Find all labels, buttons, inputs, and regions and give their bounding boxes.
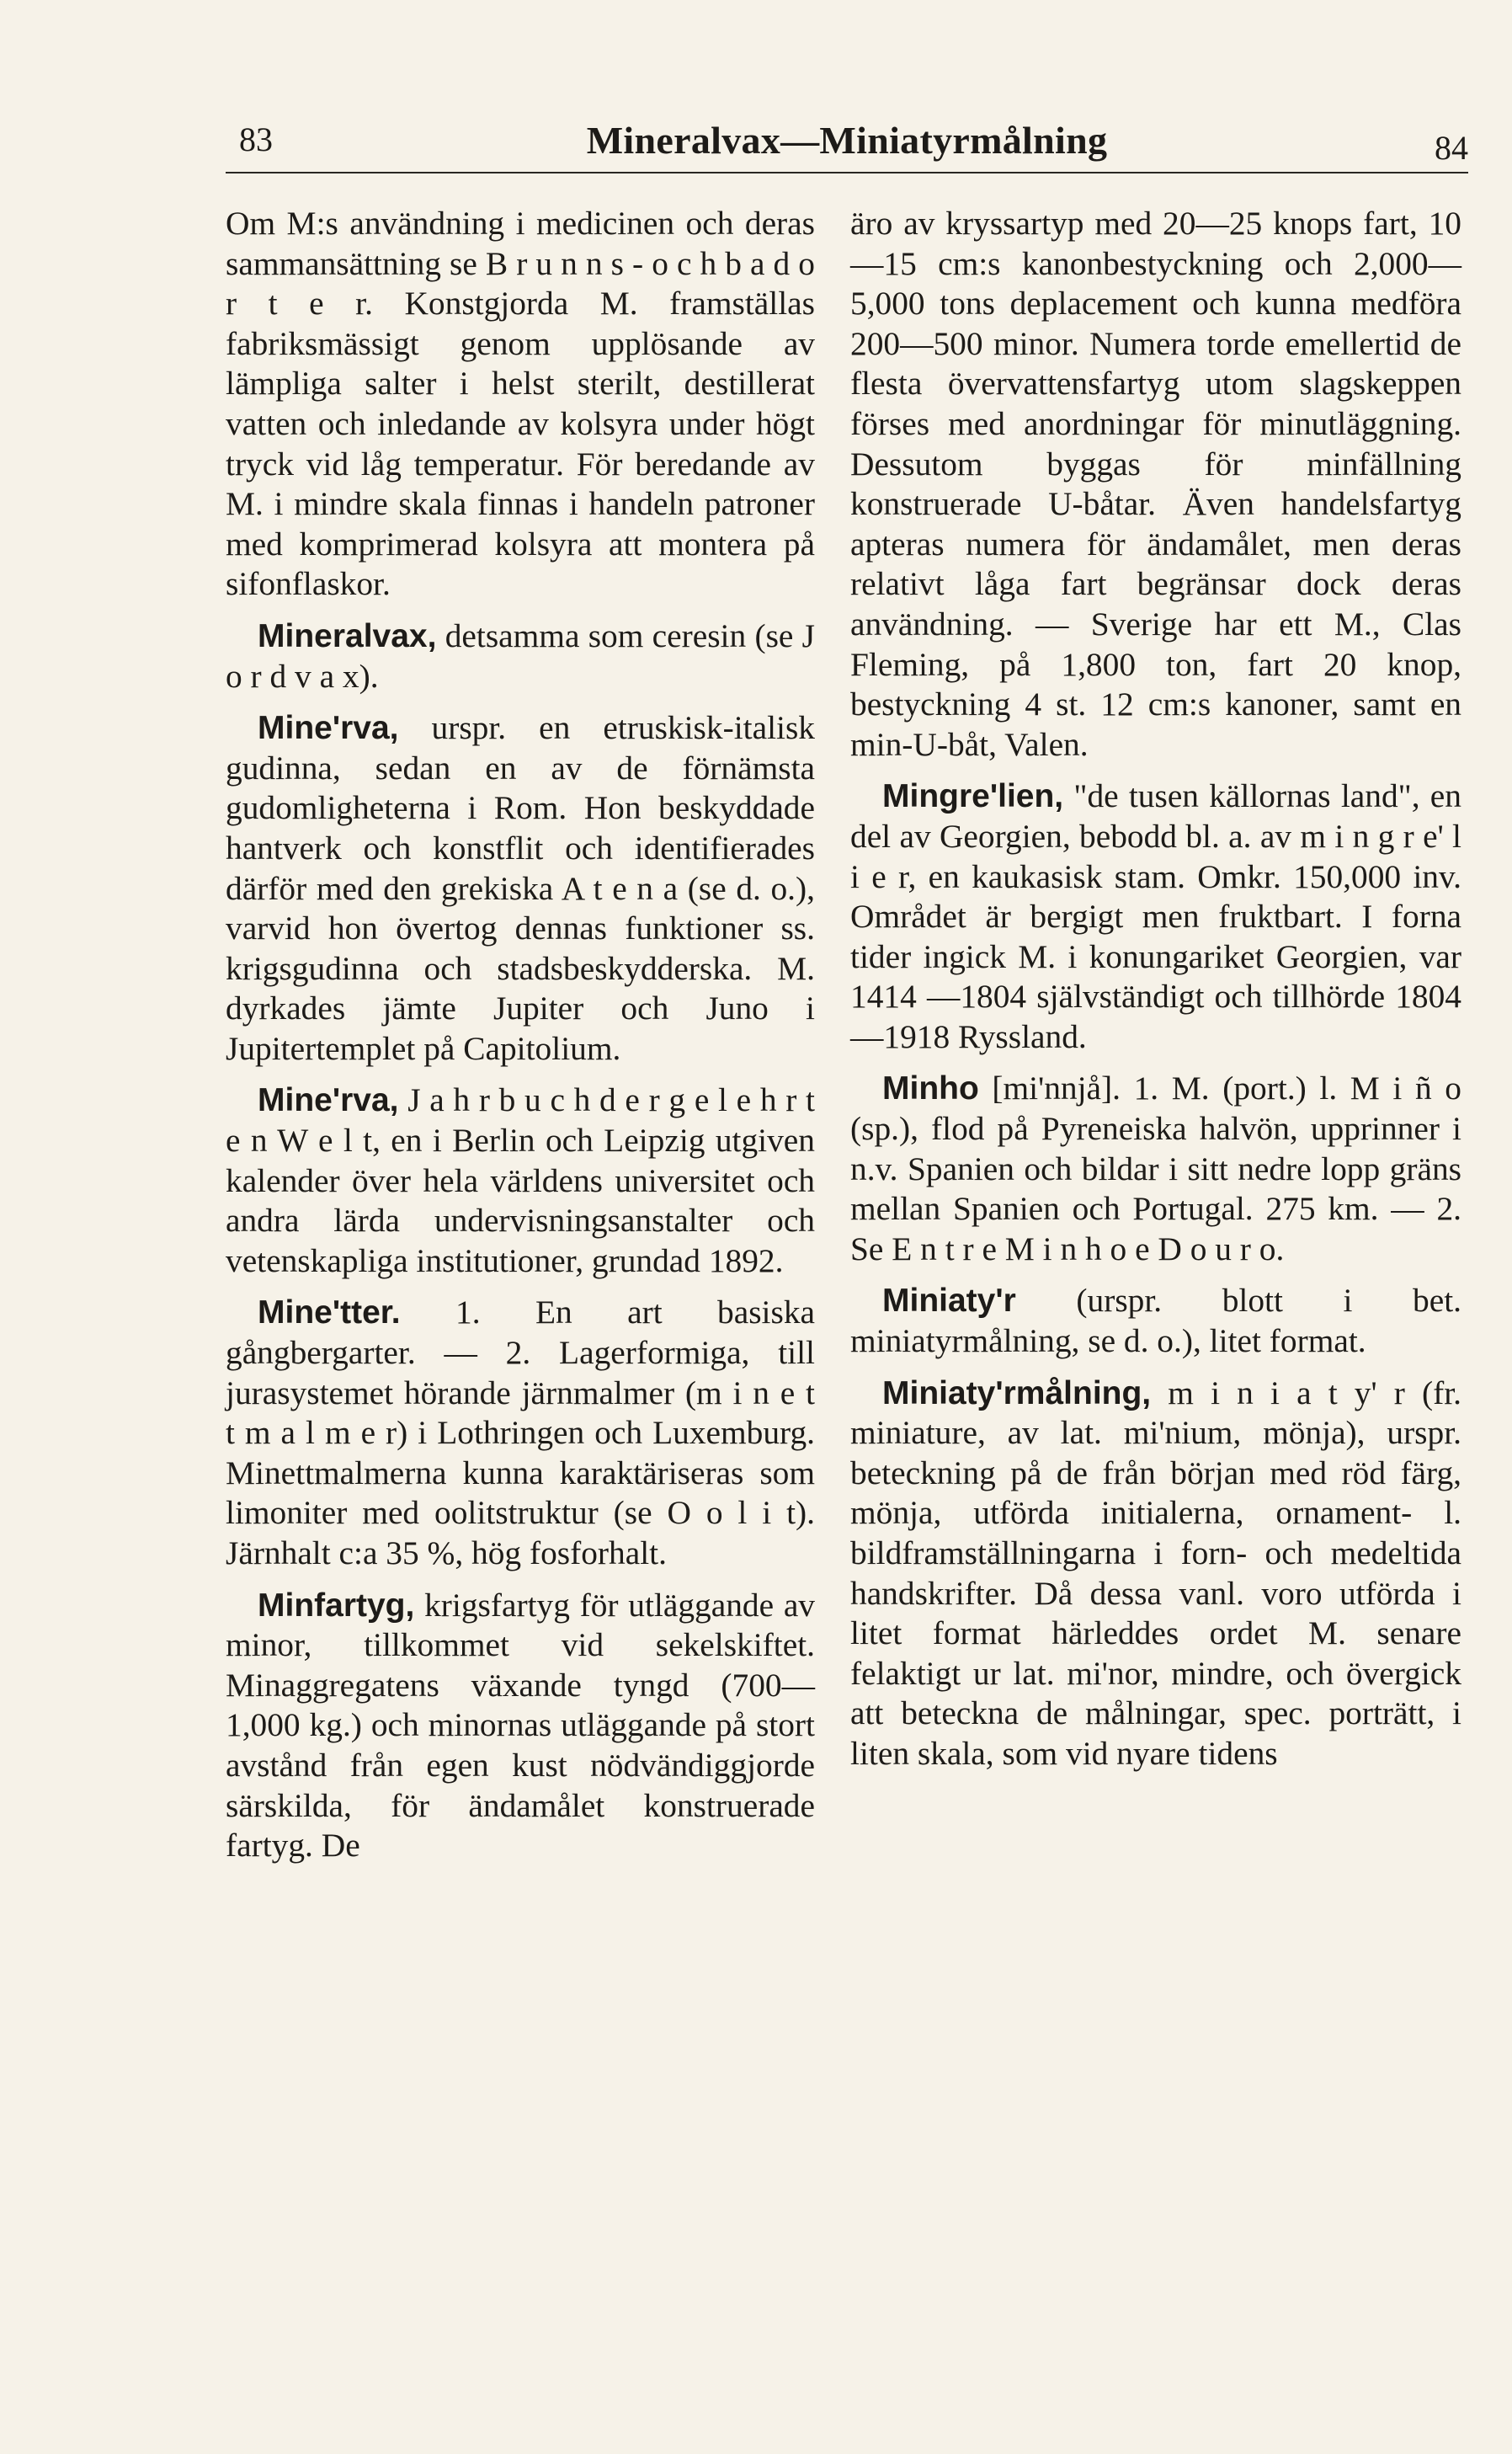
continued-text — [850, 204, 1461, 765]
entry-headword: Mingre'lien, — [882, 778, 1064, 815]
entry-body: Om M:s användning i medicinen och deras sammansättning se B r u n n s - o c h b a d o r t e r. Konstgjorda M. framställas fabriksmässigt genom upplösande av lämpliga salter i helst sterilt, destillerat vatten och inledande av kolsyra under högt tryck vid låg temperatur. För beredande av M. i mindre skala finnas i handeln patroner med komprimerad kolsyra att montera på sifonflaskor. — [226, 205, 815, 603]
entry-headword: Minho — [882, 1070, 979, 1107]
entry-body: detsamma som ceresin (se J o r d v a x). — [226, 616, 815, 695]
entry-body: J a h r b u c h d e r g e l e h r t e n W e l t, en i Berlin och Leipzig utgiven kalender över hela världens universitet och andra lärda undervisningsanstalter och vetenskapliga institutioner, grundad 1892. — [226, 1081, 815, 1279]
dictionary-entry — [226, 1293, 815, 1573]
entry-headword: Mineralvax, — [258, 617, 437, 654]
dictionary-entry — [850, 1374, 1461, 1774]
entry-headword: Miniaty'rmålning, — [882, 1374, 1152, 1411]
running-header — [226, 106, 1468, 173]
entry-body: äro av kryssartyp med 20—25 knops fart, 10—15 cm:s kanonbestyckning och 2,000—5,000 tons deplacement och kunna medföra 200—500 minor. Numera torde emellertid de flesta övervattensfartyg utom slagskeppen förses med anordningar för minutläggning. Dessutom byggas för minfällning konstruerade U-båtar. Även handelsfartyg apteras numera för ändamålet, men deras relativt låga fart begränsar dock deras användning. — Sverige har ett M., Clas Fleming, på 1,800 ton, fart 20 knop, bestyckning 4 st. 12 cm:s kanoner, samt en min-U-båt, Valen. — [850, 205, 1461, 763]
page-number-left: 83 — [239, 120, 273, 158]
dictionary-entry — [850, 1281, 1461, 1361]
left-column — [226, 204, 815, 1878]
header-rule — [226, 172, 1468, 173]
entry-body: krigsfartyg för utläggande av minor, tillkommet vid sekelskiftet. Minaggregatens växande tyngd (700—1,000 kg.) och minornas utläggande på stort avstånd från egen kust nödvändiggjorde särskilda, för ändamålet konstruerade fartyg. De — [226, 1586, 815, 1865]
page-number-right: 84 — [1435, 129, 1468, 167]
entry-headword: Mine'rva, — [258, 1082, 399, 1119]
dictionary-entry — [226, 1586, 815, 1866]
entry-headword: Mine'rva, — [258, 710, 399, 747]
dictionary-entry — [226, 1080, 815, 1281]
dictionary-entry — [226, 616, 815, 696]
entry-headword: Minfartyg, — [258, 1587, 415, 1624]
dictionary-entry — [226, 708, 815, 1069]
continued-text — [226, 204, 815, 605]
dictionary-entry — [850, 776, 1461, 1057]
right-column — [850, 204, 1461, 1786]
entry-body: [mi'nnjå]. 1. M. (port.) l. M i ñ o (sp.), flod på Pyreneiska halvön, upprinner i n.v. Spanien och bildar i sitt nedre lopp gräns mellan Spanien och Portugal. 275 km. — 2. Se E n t r e M i n h o e D o u r o. — [850, 1070, 1461, 1267]
dictionary-entry — [850, 1069, 1461, 1269]
entry-body: (urspr. blott i bet. miniatyrmålning, se d. o.), litet format. — [850, 1282, 1461, 1360]
entry-body: urspr. en etruskisk-italisk gudinna, sedan en av de förnämsta gudomligheterna i Rom. Hon beskyddade hantverk och konstflit och identifierades därför med den grekiska A t e n a (se d. o.), varvid hon övertog dennas funktioner ss. krigsgudinna och stadsbeskydderska. M. dyrkades jämte Jupiter och Juno i Jupitertemplet på Capitolium. — [226, 709, 815, 1067]
running-title: Mineralvax—Miniatyrmålning — [586, 119, 1108, 162]
entry-body: 1. En art basiska gångbergarter. — 2. Lagerformiga, till jurasystemet hörande järnmalmer (m i n e t t m a l m e r) i Lothringen och Luxemburg. Minettmalmerna kunna karaktäriseras som limoniter med oolitstruktur (se O o l i t). Järnhalt c:a 35 %, hög fosforhalt. — [226, 1294, 815, 1571]
entry-headword: Mine'tter. — [258, 1294, 401, 1331]
entry-body: "de tusen källornas land", en del av Georgien, bebodd bl. a. av m i n g r e' l i e r, en kaukasisk stam. Omkr. 150,000 inv. Området är bergigt men fruktbart. I forna tider ingick M. i konungariket Georgien, var 1414 —1804 självständigt och tillhörde 1804—1918 Ryssland. — [850, 777, 1461, 1055]
entry-body: m i n i a t y' r (fr. miniature, av lat. mi'nium, mönja), urspr. beteckning på de från början med röd färg, mönja, utförda initialerna, ornament- l. bildframställningarna i forn- och medeltida handskrifter. Då dessa vanl. voro utförda i litet format härleddes ordet M. senare felaktigt ur lat. mi'nor, mindre, och övergick att beteckna de målningar, spec. porträtt, i liten skala, som vid nyare tidens — [850, 1374, 1461, 1772]
entry-headword: Miniaty'r — [882, 1283, 1016, 1320]
